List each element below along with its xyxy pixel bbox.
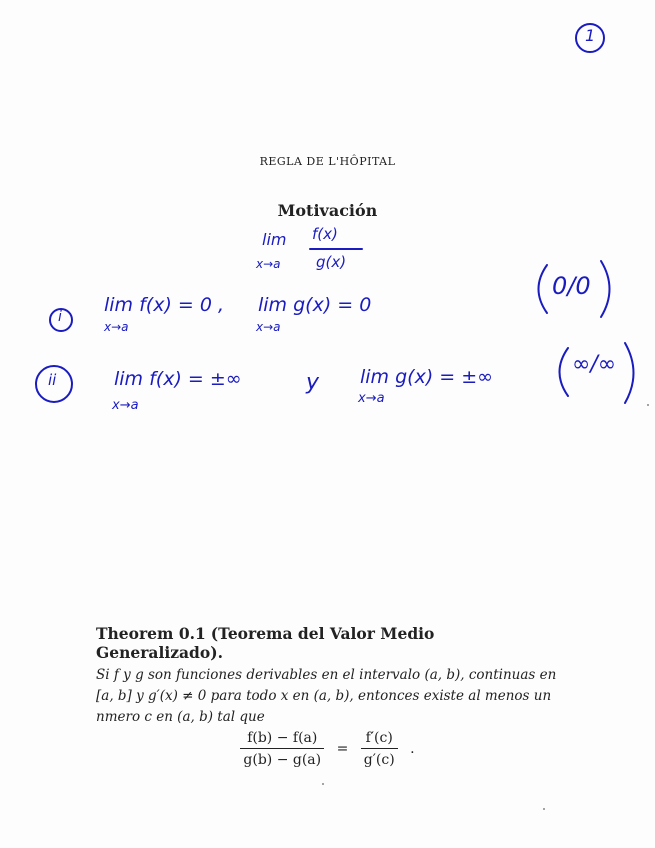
main-limit-subscript: x→a <box>256 257 281 271</box>
main-limit-denominator: g(x) <box>316 253 347 271</box>
formula-rhs-numerator: f′(c) <box>361 730 398 749</box>
formula-lhs-denominator: g(b) − g(a) <box>243 752 322 768</box>
formula-rhs-denominator: g′(c) <box>363 752 395 768</box>
case-ii-conjunction: y <box>306 370 320 395</box>
case-ii-sub-2: x→a <box>358 391 385 406</box>
formula-lhs-fraction <box>240 730 324 768</box>
scan-speck <box>543 808 545 810</box>
case-ii-right-paren <box>621 340 645 406</box>
formula <box>0 730 655 768</box>
case-i-text-2: lim g(x) = 0 <box>258 294 372 316</box>
theorem-block <box>96 624 566 728</box>
case-i-text-1: lim f(x) = 0 , <box>104 294 225 316</box>
main-limit-numerator: f(x) <box>312 225 338 243</box>
case-i-label: i <box>58 309 62 325</box>
scan-speck <box>322 783 324 785</box>
case-ii-sub-1: x→a <box>112 398 139 413</box>
formula-equals: = <box>336 741 349 757</box>
page-number: 1 <box>585 26 596 45</box>
case-ii-text-1: lim f(x) = ±∞ <box>114 368 242 390</box>
case-i-sub-2: x→a <box>256 320 281 334</box>
theorem-heading <box>96 624 566 662</box>
case-i-form: 0/0 <box>552 272 591 300</box>
main-limit-fraction-bar <box>308 246 364 252</box>
case-i-right-paren <box>597 258 621 320</box>
case-ii-text-2: lim g(x) = ±∞ <box>360 366 493 388</box>
case-ii-label: ii <box>48 371 57 389</box>
main-limit-lim: lim <box>262 230 287 249</box>
case-ii-left-paren <box>548 345 572 399</box>
page-title: REGLA DE L'HÔPITAL <box>259 155 396 168</box>
formula-rhs-fraction <box>361 730 398 768</box>
scan-speck <box>647 404 649 406</box>
theorem-name: (Teorema del Valor Medio Generalizado). <box>96 624 435 662</box>
case-ii-form: ∞/∞ <box>572 352 617 377</box>
section-heading: Motivación <box>277 201 378 220</box>
theorem-number: Theorem 0.1 <box>96 624 206 643</box>
theorem-statement: Si f y g son funciones derivables en el intervalo (a, b), continuas en [a, b] y g′(x) ≠ 0 para todo x en (a, b), entonces existe al menos un nmero c en (a, b) tal que <box>96 667 557 725</box>
case-i-left-paren <box>527 262 551 316</box>
formula-lhs-numerator: f(b) − f(a) <box>240 730 324 749</box>
formula-period: . <box>410 741 415 757</box>
case-i-sub-1: x→a <box>104 320 129 334</box>
